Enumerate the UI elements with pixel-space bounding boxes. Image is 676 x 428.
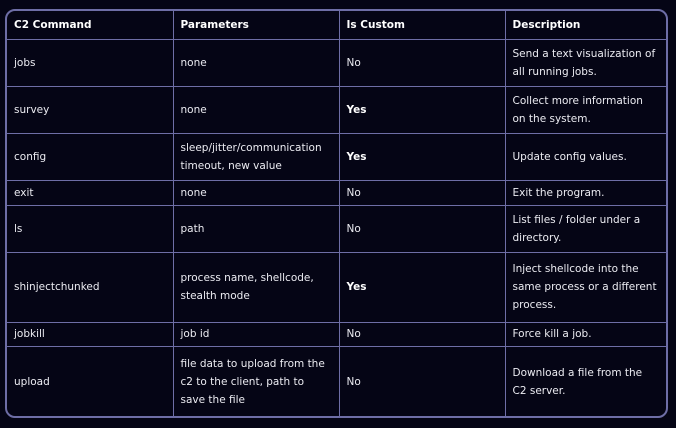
table-row xyxy=(7,252,666,322)
commands-table xyxy=(7,11,666,416)
header-parameters: Parameters xyxy=(173,11,339,40)
command-cell: jobs xyxy=(7,40,173,87)
is-custom-cell: No xyxy=(339,40,505,87)
description-cell: Force kill a job. xyxy=(505,322,666,346)
description-cell: Download a file from the C2 server. xyxy=(505,347,666,416)
is-custom-cell: Yes xyxy=(339,252,505,322)
parameters-cell: path xyxy=(173,205,339,252)
parameters-cell: file data to upload from the c2 to the client, path to save the file xyxy=(173,347,339,416)
header-is-custom: Is Custom xyxy=(339,11,505,40)
description-cell: Send a text visualization of all running jobs. xyxy=(505,40,666,87)
command-cell: survey xyxy=(7,87,173,134)
command-cell: upload xyxy=(7,347,173,416)
is-custom-cell: No xyxy=(339,322,505,346)
header-description: Description xyxy=(505,11,666,40)
parameters-cell: none xyxy=(173,181,339,205)
description-cell: Collect more information on the system. xyxy=(505,87,666,134)
command-cell: shinjectchunked xyxy=(7,252,173,322)
parameters-cell: none xyxy=(173,40,339,87)
parameters-cell: none xyxy=(173,87,339,134)
table-body xyxy=(7,40,666,417)
command-cell: jobkill xyxy=(7,322,173,346)
is-custom-cell: Yes xyxy=(339,87,505,134)
description-cell: Update config values. xyxy=(505,134,666,181)
table-row xyxy=(7,134,666,181)
is-custom-cell: No xyxy=(339,181,505,205)
parameters-cell: sleep/jitter/communication timeout, new value xyxy=(173,134,339,181)
command-cell: config xyxy=(7,134,173,181)
table-row xyxy=(7,205,666,252)
command-cell: ls xyxy=(7,205,173,252)
command-cell: exit xyxy=(7,181,173,205)
table-row xyxy=(7,40,666,87)
table-row xyxy=(7,347,666,416)
description-cell: Exit the program. xyxy=(505,181,666,205)
parameters-cell: job id xyxy=(173,322,339,346)
parameters-cell: process name, shellcode, stealth mode xyxy=(173,252,339,322)
is-custom-cell: No xyxy=(339,205,505,252)
table-header-row xyxy=(7,11,666,40)
description-cell: List files / folder under a directory. xyxy=(505,205,666,252)
is-custom-cell: No xyxy=(339,347,505,416)
commands-table-frame xyxy=(5,9,668,418)
table-row xyxy=(7,322,666,346)
is-custom-cell: Yes xyxy=(339,134,505,181)
description-cell: Inject shellcode into the same process or a different process. xyxy=(505,252,666,322)
table-row xyxy=(7,181,666,205)
table-row xyxy=(7,87,666,134)
header-c2-command: C2 Command xyxy=(7,11,173,40)
